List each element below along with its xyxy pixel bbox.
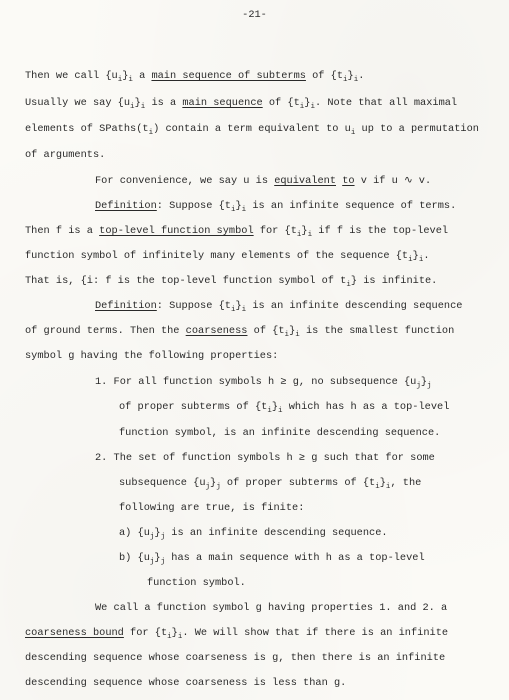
subscript-run: i xyxy=(284,331,290,339)
underlined-term: coarseness xyxy=(185,325,248,337)
text-run: of proper subterms of {t xyxy=(119,401,268,413)
subscript-run: j xyxy=(416,382,421,390)
text-run: : Suppose {t xyxy=(156,200,231,212)
text-run: has a main sequence with h as a top-level xyxy=(165,552,425,564)
subscript-run: i xyxy=(230,306,236,314)
text-line-8 xyxy=(25,250,430,264)
subscript-run: j xyxy=(160,558,166,566)
underlined-term: equivalent xyxy=(274,175,336,187)
subscript-run: i xyxy=(167,633,172,641)
underlined-term: Definition xyxy=(95,200,157,212)
subscript-run: j xyxy=(427,382,432,390)
subscript-run: i xyxy=(307,231,313,239)
subscript-run: i xyxy=(299,103,305,111)
text-run: } xyxy=(347,70,354,82)
text-run: : Suppose {t xyxy=(156,300,231,312)
text-run: of {t xyxy=(247,325,285,337)
subscript-run: i xyxy=(385,483,391,491)
text-line-10 xyxy=(95,300,463,314)
text-run: } xyxy=(301,225,308,237)
text-line-21 xyxy=(147,578,246,588)
text-run: } xyxy=(289,325,296,337)
subscript-run: i xyxy=(140,103,146,111)
text-run: is an infinite descending sequence. xyxy=(165,527,388,539)
text-run: } xyxy=(379,477,386,489)
text-line-25 xyxy=(25,678,346,688)
text-run: } xyxy=(210,477,217,489)
text-run: } xyxy=(420,376,428,388)
text-run: } xyxy=(154,527,161,539)
text-line-3 xyxy=(25,123,479,137)
text-run: for {t xyxy=(123,627,168,639)
subscript-run: i xyxy=(295,331,300,339)
text-run: following are true, is finite: xyxy=(119,502,305,514)
subscript-run: i xyxy=(346,281,351,289)
text-run: is an infinite sequence of terms. xyxy=(246,200,457,212)
text-run: } xyxy=(412,250,419,262)
subscript-run: i xyxy=(241,306,247,314)
text-run: } is infinite. xyxy=(350,275,438,287)
subscript-run: i xyxy=(130,103,135,111)
text-run: function symbol, is an infinite descending sequence. xyxy=(119,427,441,439)
text-line-11 xyxy=(25,325,455,339)
text-run: We call a function symbol g having properties 1. and 2. a xyxy=(95,602,448,614)
text-run: is the smallest function xyxy=(299,325,455,337)
subscript-run: i xyxy=(278,407,283,415)
underlined-term: Definition xyxy=(95,300,157,312)
text-run: elements of SPaths(t xyxy=(25,123,149,135)
subscript-run: j xyxy=(205,483,211,491)
text-line-14 xyxy=(119,401,450,415)
subscript-run: j xyxy=(160,533,166,541)
text-run: if f is the top-level xyxy=(312,225,449,237)
text-line-5 xyxy=(95,176,431,186)
text-run: Then f is a xyxy=(25,225,100,237)
text-run: up to a permutation xyxy=(355,123,479,135)
text-run: } xyxy=(154,552,161,564)
text-run: which has h as a top-level xyxy=(282,401,450,413)
text-run: of arguments. xyxy=(25,149,106,161)
text-run: } xyxy=(171,627,178,639)
subscript-run: i xyxy=(267,407,272,415)
text-run: } xyxy=(235,300,242,312)
subscript-run: i xyxy=(418,256,424,264)
text-line-1 xyxy=(25,70,365,84)
text-run: 1. For all function symbols h ≥ g, no subsequence {u xyxy=(95,376,417,388)
subscript-run: i xyxy=(230,206,236,214)
subscript-run: i xyxy=(353,76,359,84)
text-run: is a xyxy=(145,97,183,109)
subscript-run: i xyxy=(177,633,183,641)
subscript-run: j xyxy=(149,533,155,541)
subscript-run: i xyxy=(343,76,348,84)
text-run: . xyxy=(423,250,430,262)
text-line-6 xyxy=(95,200,457,214)
text-line-13 xyxy=(95,376,432,390)
text-line-2 xyxy=(25,97,458,111)
text-run: of ground terms. Then the xyxy=(25,325,186,337)
underlined-term: to xyxy=(342,175,355,187)
text-line-9 xyxy=(25,275,438,289)
text-run: descending sequence whose coarseness is g, then there is an infinite xyxy=(25,652,446,664)
text-line-19 xyxy=(119,527,388,541)
text-line-22 xyxy=(95,603,447,613)
text-run: of {t xyxy=(305,70,344,82)
text-run: function symbol of infinitely many elements of the sequence {t xyxy=(25,250,409,262)
text-run: descending sequence whose coarseness is less than g. xyxy=(25,677,347,689)
subscript-run: i xyxy=(296,231,302,239)
text-line-16 xyxy=(95,453,435,463)
text-run: of {t xyxy=(262,97,300,109)
text-run: function symbol. xyxy=(147,577,246,589)
text-line-7 xyxy=(25,225,449,239)
text-line-24 xyxy=(25,653,445,663)
text-run: } xyxy=(122,70,129,82)
text-run: Usually we say {u xyxy=(25,97,131,109)
text-run: } xyxy=(134,97,141,109)
page-number: -21- xyxy=(242,9,267,21)
text-line-18 xyxy=(119,503,304,513)
subscript-run: i xyxy=(375,483,380,491)
subscript-run: i xyxy=(128,76,133,84)
subscript-run: i xyxy=(117,76,123,84)
text-run: } xyxy=(235,200,242,212)
text-run: That is, {i: f is the top-level function symbol of t xyxy=(25,275,347,287)
text-run: } xyxy=(304,97,311,109)
text-run: 2. The set of function symbols h ≥ g such that for some xyxy=(95,452,435,464)
text-run: Then we call {u xyxy=(25,70,118,82)
text-run: symbol g having the following properties: xyxy=(25,350,279,362)
text-run: } xyxy=(271,401,279,413)
text-run: of proper subterms of {t xyxy=(220,477,376,489)
subscript-run: i xyxy=(408,256,413,264)
text-line-4 xyxy=(25,150,105,160)
text-run: . We will show that if there is an infinite xyxy=(182,627,449,639)
underlined-term: main sequence of subterms xyxy=(151,70,306,82)
subscript-run: j xyxy=(216,483,221,491)
text-run: For convenience, we say u is xyxy=(95,175,275,187)
underlined-term: top-level function symbol xyxy=(99,225,254,237)
subscript-run: j xyxy=(149,558,155,566)
text-run: v if u ∿ v. xyxy=(354,175,432,187)
text-run: a xyxy=(132,70,152,82)
text-run: is an infinite descending sequence xyxy=(246,300,463,312)
text-line-12 xyxy=(25,351,278,361)
subscript-run: i xyxy=(350,129,356,137)
text-run: ) contain a term equivalent to u xyxy=(153,123,351,135)
text-run: b) {u xyxy=(119,552,150,564)
subscript-run: i xyxy=(241,206,247,214)
text-run: . xyxy=(358,70,365,82)
text-run: subsequence {u xyxy=(119,477,206,489)
text-line-15 xyxy=(119,428,440,438)
text-run: for {t xyxy=(253,225,297,237)
text-run: , the xyxy=(390,477,422,489)
text-run: . Note that all maximal xyxy=(314,97,458,109)
underlined-term: main sequence xyxy=(182,97,263,109)
text-line-20 xyxy=(119,552,425,566)
text-line-17 xyxy=(119,477,422,491)
text-line-23 xyxy=(25,627,449,641)
underlined-term: coarseness bound xyxy=(25,627,124,639)
text-run: a) {u xyxy=(119,527,150,539)
subscript-run: i xyxy=(310,103,315,111)
subscript-run: i xyxy=(148,129,154,137)
